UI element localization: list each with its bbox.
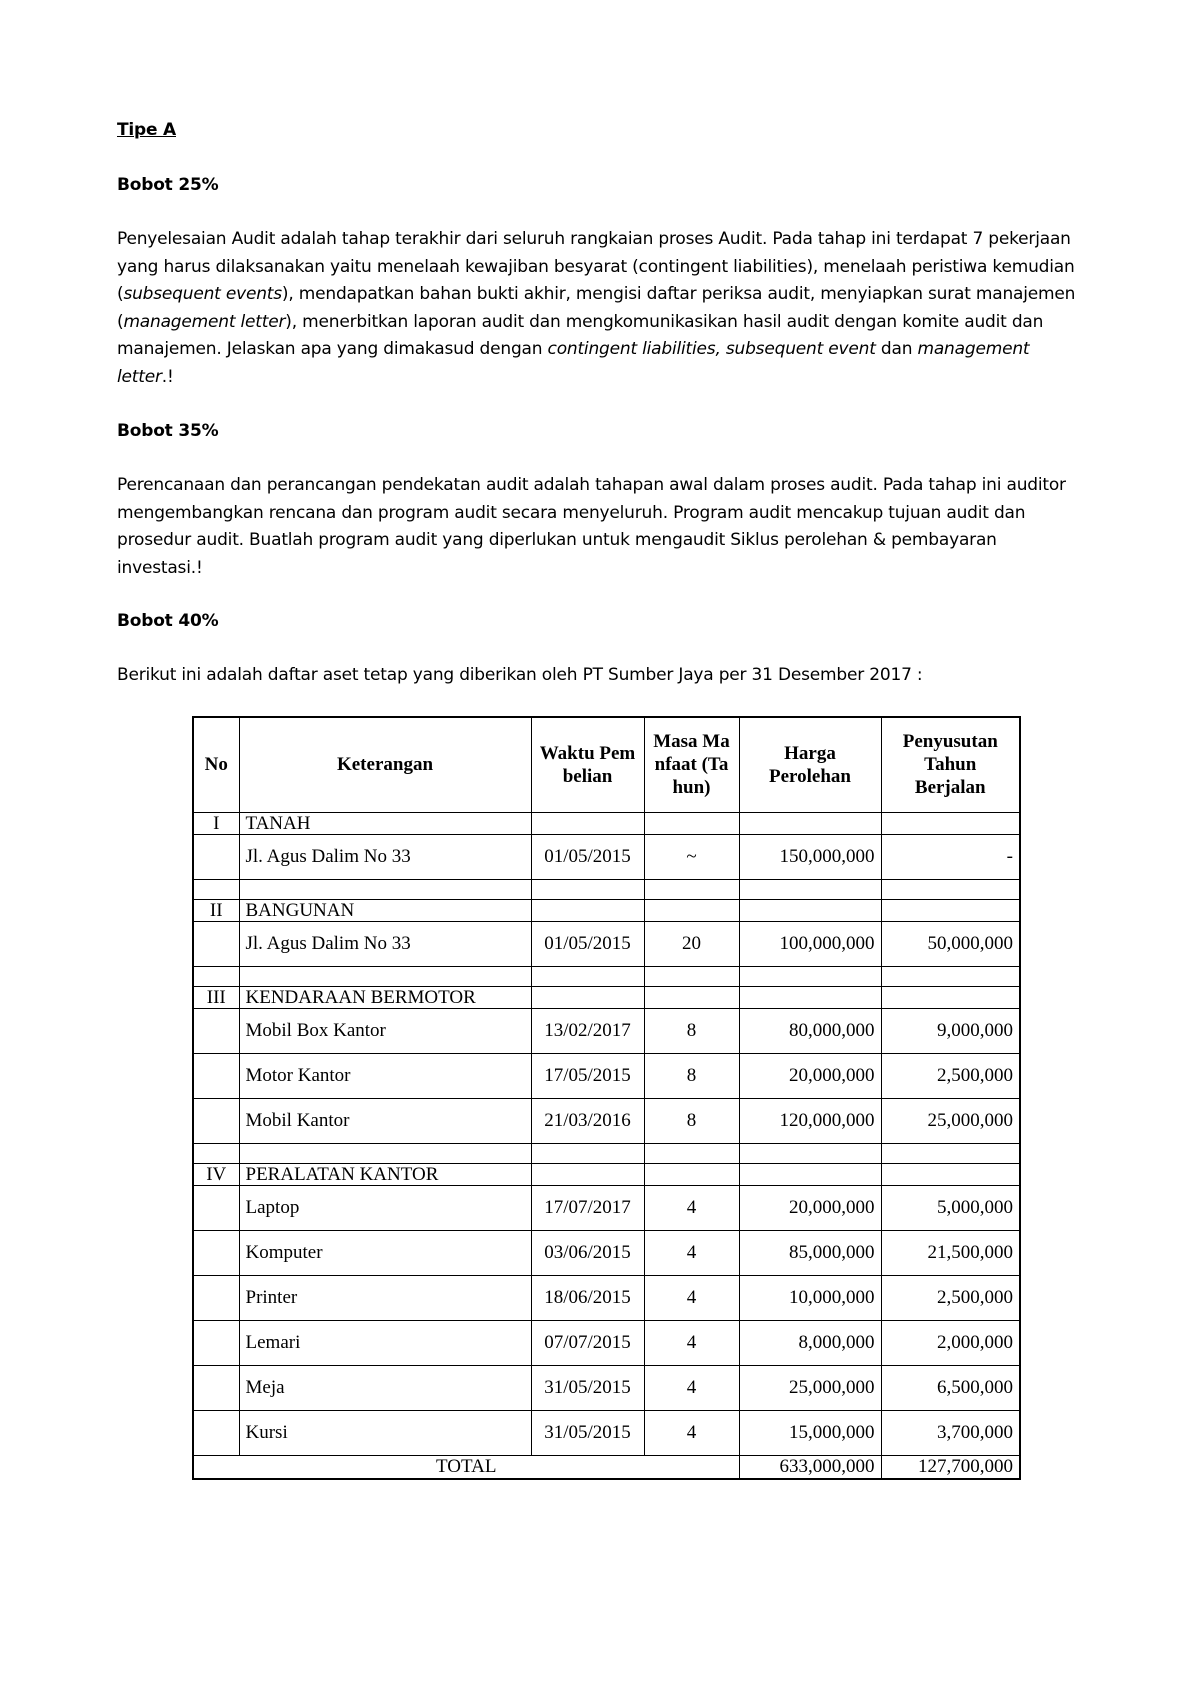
purchase-date: 31/05/2015 — [531, 1365, 644, 1410]
empty-cell — [644, 1143, 739, 1163]
useful-life: 8 — [644, 1008, 739, 1053]
depreciation: 25,000,000 — [881, 1098, 1020, 1143]
group-row — [193, 1163, 1020, 1185]
empty-cell — [739, 986, 881, 1008]
asset-name: Komputer — [239, 1230, 531, 1275]
asset-name: Mobil Kantor — [239, 1098, 531, 1143]
paragraph-bobot-25 — [117, 226, 1077, 391]
empty-cell — [193, 1185, 239, 1230]
acquisition-cost: 150,000,000 — [739, 834, 881, 879]
useful-life: ~ — [644, 834, 739, 879]
useful-life: 8 — [644, 1053, 739, 1098]
purchase-date: 17/05/2015 — [531, 1053, 644, 1098]
asset-name: Lemari — [239, 1320, 531, 1365]
header-no: No — [193, 717, 239, 812]
empty-cell — [193, 1053, 239, 1098]
acquisition-cost: 80,000,000 — [739, 1008, 881, 1053]
header-waktu-pembelian: Waktu Pembelian — [531, 717, 644, 812]
total-label: TOTAL — [193, 1455, 739, 1479]
header-penyusutan: Penyusutan Tahun Berjalan — [881, 717, 1020, 812]
empty-cell — [239, 879, 531, 899]
table-row — [193, 1008, 1020, 1053]
empty-cell — [531, 899, 644, 921]
acquisition-cost: 10,000,000 — [739, 1275, 881, 1320]
table-header-row — [193, 717, 1020, 812]
useful-life: 4 — [644, 1230, 739, 1275]
empty-cell — [239, 1143, 531, 1163]
paragraph-text: ), mendapatkan bahan bukti akhir, mengisi daftar periksa audit, menyiapkan surat manajemen ( — [117, 284, 1076, 332]
heading-bobot-40: Bobot 40% — [117, 611, 219, 631]
empty-cell — [193, 879, 239, 899]
empty-cell — [881, 1143, 1020, 1163]
acquisition-cost: 25,000,000 — [739, 1365, 881, 1410]
fixed-asset-table — [192, 716, 1021, 1480]
empty-cell — [881, 986, 1020, 1008]
italic-term: contingent liabilities, subsequent event — [547, 339, 876, 359]
asset-name: Mobil Box Kantor — [239, 1008, 531, 1053]
paragraph-text: .! — [161, 366, 174, 387]
asset-name: Printer — [239, 1275, 531, 1320]
acquisition-cost: 20,000,000 — [739, 1053, 881, 1098]
empty-cell — [531, 966, 644, 986]
asset-name: Motor Kantor — [239, 1053, 531, 1098]
purchase-date: 17/07/2017 — [531, 1185, 644, 1230]
empty-cell — [644, 812, 739, 834]
blank-row — [193, 1143, 1020, 1163]
group-row — [193, 986, 1020, 1008]
purchase-date: 21/03/2016 — [531, 1098, 644, 1143]
paragraph-bobot-40: Berikut ini adalah daftar aset tetap yang diberikan oleh PT Sumber Jaya per 31 Desember 2017 : — [117, 665, 923, 685]
table-row — [193, 1185, 1020, 1230]
blank-row — [193, 879, 1020, 899]
heading-bobot-35: Bobot 35% — [117, 421, 219, 441]
depreciation: 3,700,000 — [881, 1410, 1020, 1455]
doc-title: Tipe A — [117, 120, 176, 140]
acquisition-cost: 20,000,000 — [739, 1185, 881, 1230]
empty-cell — [193, 1365, 239, 1410]
asset-name: Meja — [239, 1365, 531, 1410]
table-row — [193, 921, 1020, 966]
asset-name: Kursi — [239, 1410, 531, 1455]
group-row — [193, 812, 1020, 834]
depreciation: 6,500,000 — [881, 1365, 1020, 1410]
group-number: III — [193, 986, 239, 1008]
acquisition-cost: 15,000,000 — [739, 1410, 881, 1455]
header-masa-manfaat: Masa Manfaat (Tahun) — [644, 717, 739, 812]
paragraph-bobot-35: Perencanaan dan perancangan pendekatan audit adalah tahapan awal dalam proses audit. Pada tahap ini auditor mengembangkan rencana dan program audit secara menyeluruh. Program audit mencakup tujuan audit dan prosedur audit. Buatlah program audit yang diperlukan untuk mengaudit Siklus perolehan & pembayaran investasi.! — [117, 475, 1066, 578]
table-body — [193, 812, 1020, 1455]
acquisition-cost: 100,000,000 — [739, 921, 881, 966]
empty-cell — [531, 812, 644, 834]
purchase-date: 18/06/2015 — [531, 1275, 644, 1320]
depreciation: 21,500,000 — [881, 1230, 1020, 1275]
empty-cell — [531, 1143, 644, 1163]
empty-cell — [739, 812, 881, 834]
useful-life: 20 — [644, 921, 739, 966]
italic-term: management letter — [117, 339, 1030, 387]
group-number: II — [193, 899, 239, 921]
depreciation: 2,000,000 — [881, 1320, 1020, 1365]
group-name: BANGUNAN — [239, 899, 531, 921]
purchase-date: 01/05/2015 — [531, 921, 644, 966]
empty-cell — [881, 1163, 1020, 1185]
depreciation: 50,000,000 — [881, 921, 1020, 966]
empty-cell — [881, 812, 1020, 834]
asset-name: Jl. Agus Dalim No 33 — [239, 921, 531, 966]
total-penyusutan: 127,700,000 — [881, 1455, 1020, 1479]
group-row — [193, 899, 1020, 921]
empty-cell — [531, 879, 644, 899]
empty-cell — [644, 966, 739, 986]
empty-cell — [644, 986, 739, 1008]
acquisition-cost: 8,000,000 — [739, 1320, 881, 1365]
table-row — [193, 1320, 1020, 1365]
total-row — [193, 1455, 1020, 1479]
empty-cell — [193, 1098, 239, 1143]
empty-cell — [739, 1163, 881, 1185]
paragraph-text: ), menerbitkan laporan audit dan mengkomunikasikan hasil audit dengan komite audit dan manajemen. Jelaskan apa yang dimakasud dengan — [117, 311, 1044, 359]
empty-cell — [881, 899, 1020, 921]
empty-cell — [739, 879, 881, 899]
paragraph-text: dan — [875, 339, 918, 359]
empty-cell — [644, 879, 739, 899]
empty-cell — [531, 986, 644, 1008]
asset-name: Laptop — [239, 1185, 531, 1230]
useful-life: 4 — [644, 1275, 739, 1320]
empty-cell — [193, 1008, 239, 1053]
total-harga: 633,000,000 — [739, 1455, 881, 1479]
purchase-date: 01/05/2015 — [531, 834, 644, 879]
group-number: I — [193, 812, 239, 834]
depreciation: 9,000,000 — [881, 1008, 1020, 1053]
group-name: KENDARAAN BERMOTOR — [239, 986, 531, 1008]
acquisition-cost: 85,000,000 — [739, 1230, 881, 1275]
empty-cell — [239, 966, 531, 986]
table-row — [193, 834, 1020, 879]
useful-life: 4 — [644, 1410, 739, 1455]
depreciation: 2,500,000 — [881, 1053, 1020, 1098]
empty-cell — [193, 966, 239, 986]
empty-cell — [881, 966, 1020, 986]
italic-term: management letter — [123, 311, 286, 332]
empty-cell — [739, 1143, 881, 1163]
empty-cell — [531, 1163, 644, 1185]
empty-cell — [739, 899, 881, 921]
group-number: IV — [193, 1163, 239, 1185]
table-row — [193, 1275, 1020, 1320]
header-harga-perolehan: Harga Perolehan — [739, 717, 881, 812]
blank-row — [193, 966, 1020, 986]
depreciation: 5,000,000 — [881, 1185, 1020, 1230]
empty-cell — [193, 1320, 239, 1365]
empty-cell — [193, 921, 239, 966]
asset-name: Jl. Agus Dalim No 33 — [239, 834, 531, 879]
group-name: TANAH — [239, 812, 531, 834]
empty-cell — [644, 899, 739, 921]
purchase-date: 13/02/2017 — [531, 1008, 644, 1053]
depreciation: 2,500,000 — [881, 1275, 1020, 1320]
purchase-date: 07/07/2015 — [531, 1320, 644, 1365]
table-row — [193, 1365, 1020, 1410]
depreciation: - — [881, 834, 1020, 879]
empty-cell — [644, 1163, 739, 1185]
empty-cell — [881, 879, 1020, 899]
italic-term: subsequent events — [123, 284, 282, 304]
table-row — [193, 1410, 1020, 1455]
paragraph-text: Penyelesaian Audit adalah tahap terakhir dari seluruh rangkaian proses Audit. Pada tahap ini terdapat 7 pekerjaan yang harus dilaksanakan yaitu menelaah kewajiban besyarat (contingent liabilities), menelaah peristiwa kemudian ( — [117, 229, 1075, 304]
useful-life: 4 — [644, 1365, 739, 1410]
empty-cell — [193, 1410, 239, 1455]
purchase-date: 03/06/2015 — [531, 1230, 644, 1275]
table-row — [193, 1098, 1020, 1143]
empty-cell — [193, 1143, 239, 1163]
header-keterangan: Keterangan — [239, 717, 531, 812]
useful-life: 4 — [644, 1320, 739, 1365]
empty-cell — [193, 1230, 239, 1275]
empty-cell — [193, 1275, 239, 1320]
useful-life: 8 — [644, 1098, 739, 1143]
group-name: PERALATAN KANTOR — [239, 1163, 531, 1185]
heading-bobot-25: Bobot 25% — [117, 175, 219, 195]
table-row — [193, 1053, 1020, 1098]
empty-cell — [193, 834, 239, 879]
useful-life: 4 — [644, 1185, 739, 1230]
empty-cell — [739, 966, 881, 986]
purchase-date: 31/05/2015 — [531, 1410, 644, 1455]
table-row — [193, 1230, 1020, 1275]
acquisition-cost: 120,000,000 — [739, 1098, 881, 1143]
